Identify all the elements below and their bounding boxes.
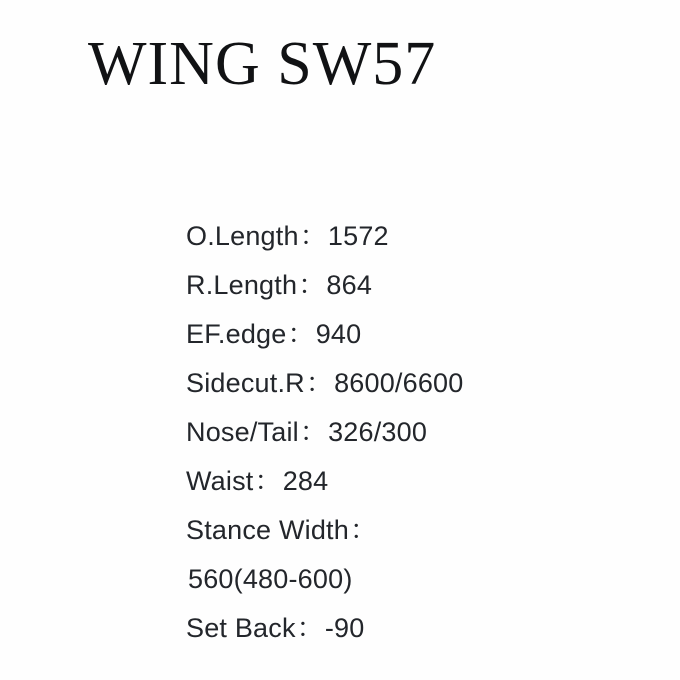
spec-label: Waist [186,466,254,496]
spec-label: Sidecut.R [186,368,305,398]
spec-row [186,457,646,506]
spec-value: 284 [282,466,329,496]
spec-row [186,408,646,457]
spec-value: 940 [315,319,362,349]
spec-value: 8600/6600 [334,368,464,398]
spec-separator: ： [349,515,378,545]
spec-row [186,261,646,310]
spec-separator: ： [287,319,315,349]
spec-label: O.Length [186,221,299,251]
spec-label: Set Back [186,613,296,643]
spec-separator: ： [305,368,334,398]
spec-row [186,604,646,653]
spec-list [186,212,646,653]
spec-row [186,359,646,408]
spec-value: 560(480-600) [188,564,353,594]
spec-value: 1572 [327,221,389,251]
spec-separator: ： [254,466,282,496]
spec-separator: ： [299,417,328,447]
page-title: WING SW57 [88,30,437,98]
spec-label: Nose/Tail [186,417,299,447]
spec-row [186,555,646,604]
spec-row [186,506,646,555]
spec-value: 326/300 [328,417,428,447]
spec-value: 864 [326,270,373,300]
spec-value: -90 [324,613,365,643]
spec-label: EF.edge [186,319,287,349]
spec-separator: ： [296,613,324,643]
spec-label: Stance Width [186,515,349,545]
spec-row [186,310,646,359]
spec-separator: ： [298,270,326,300]
spec-label: R.Length [186,270,298,300]
spec-separator: ： [299,221,327,251]
spec-row [186,212,646,261]
